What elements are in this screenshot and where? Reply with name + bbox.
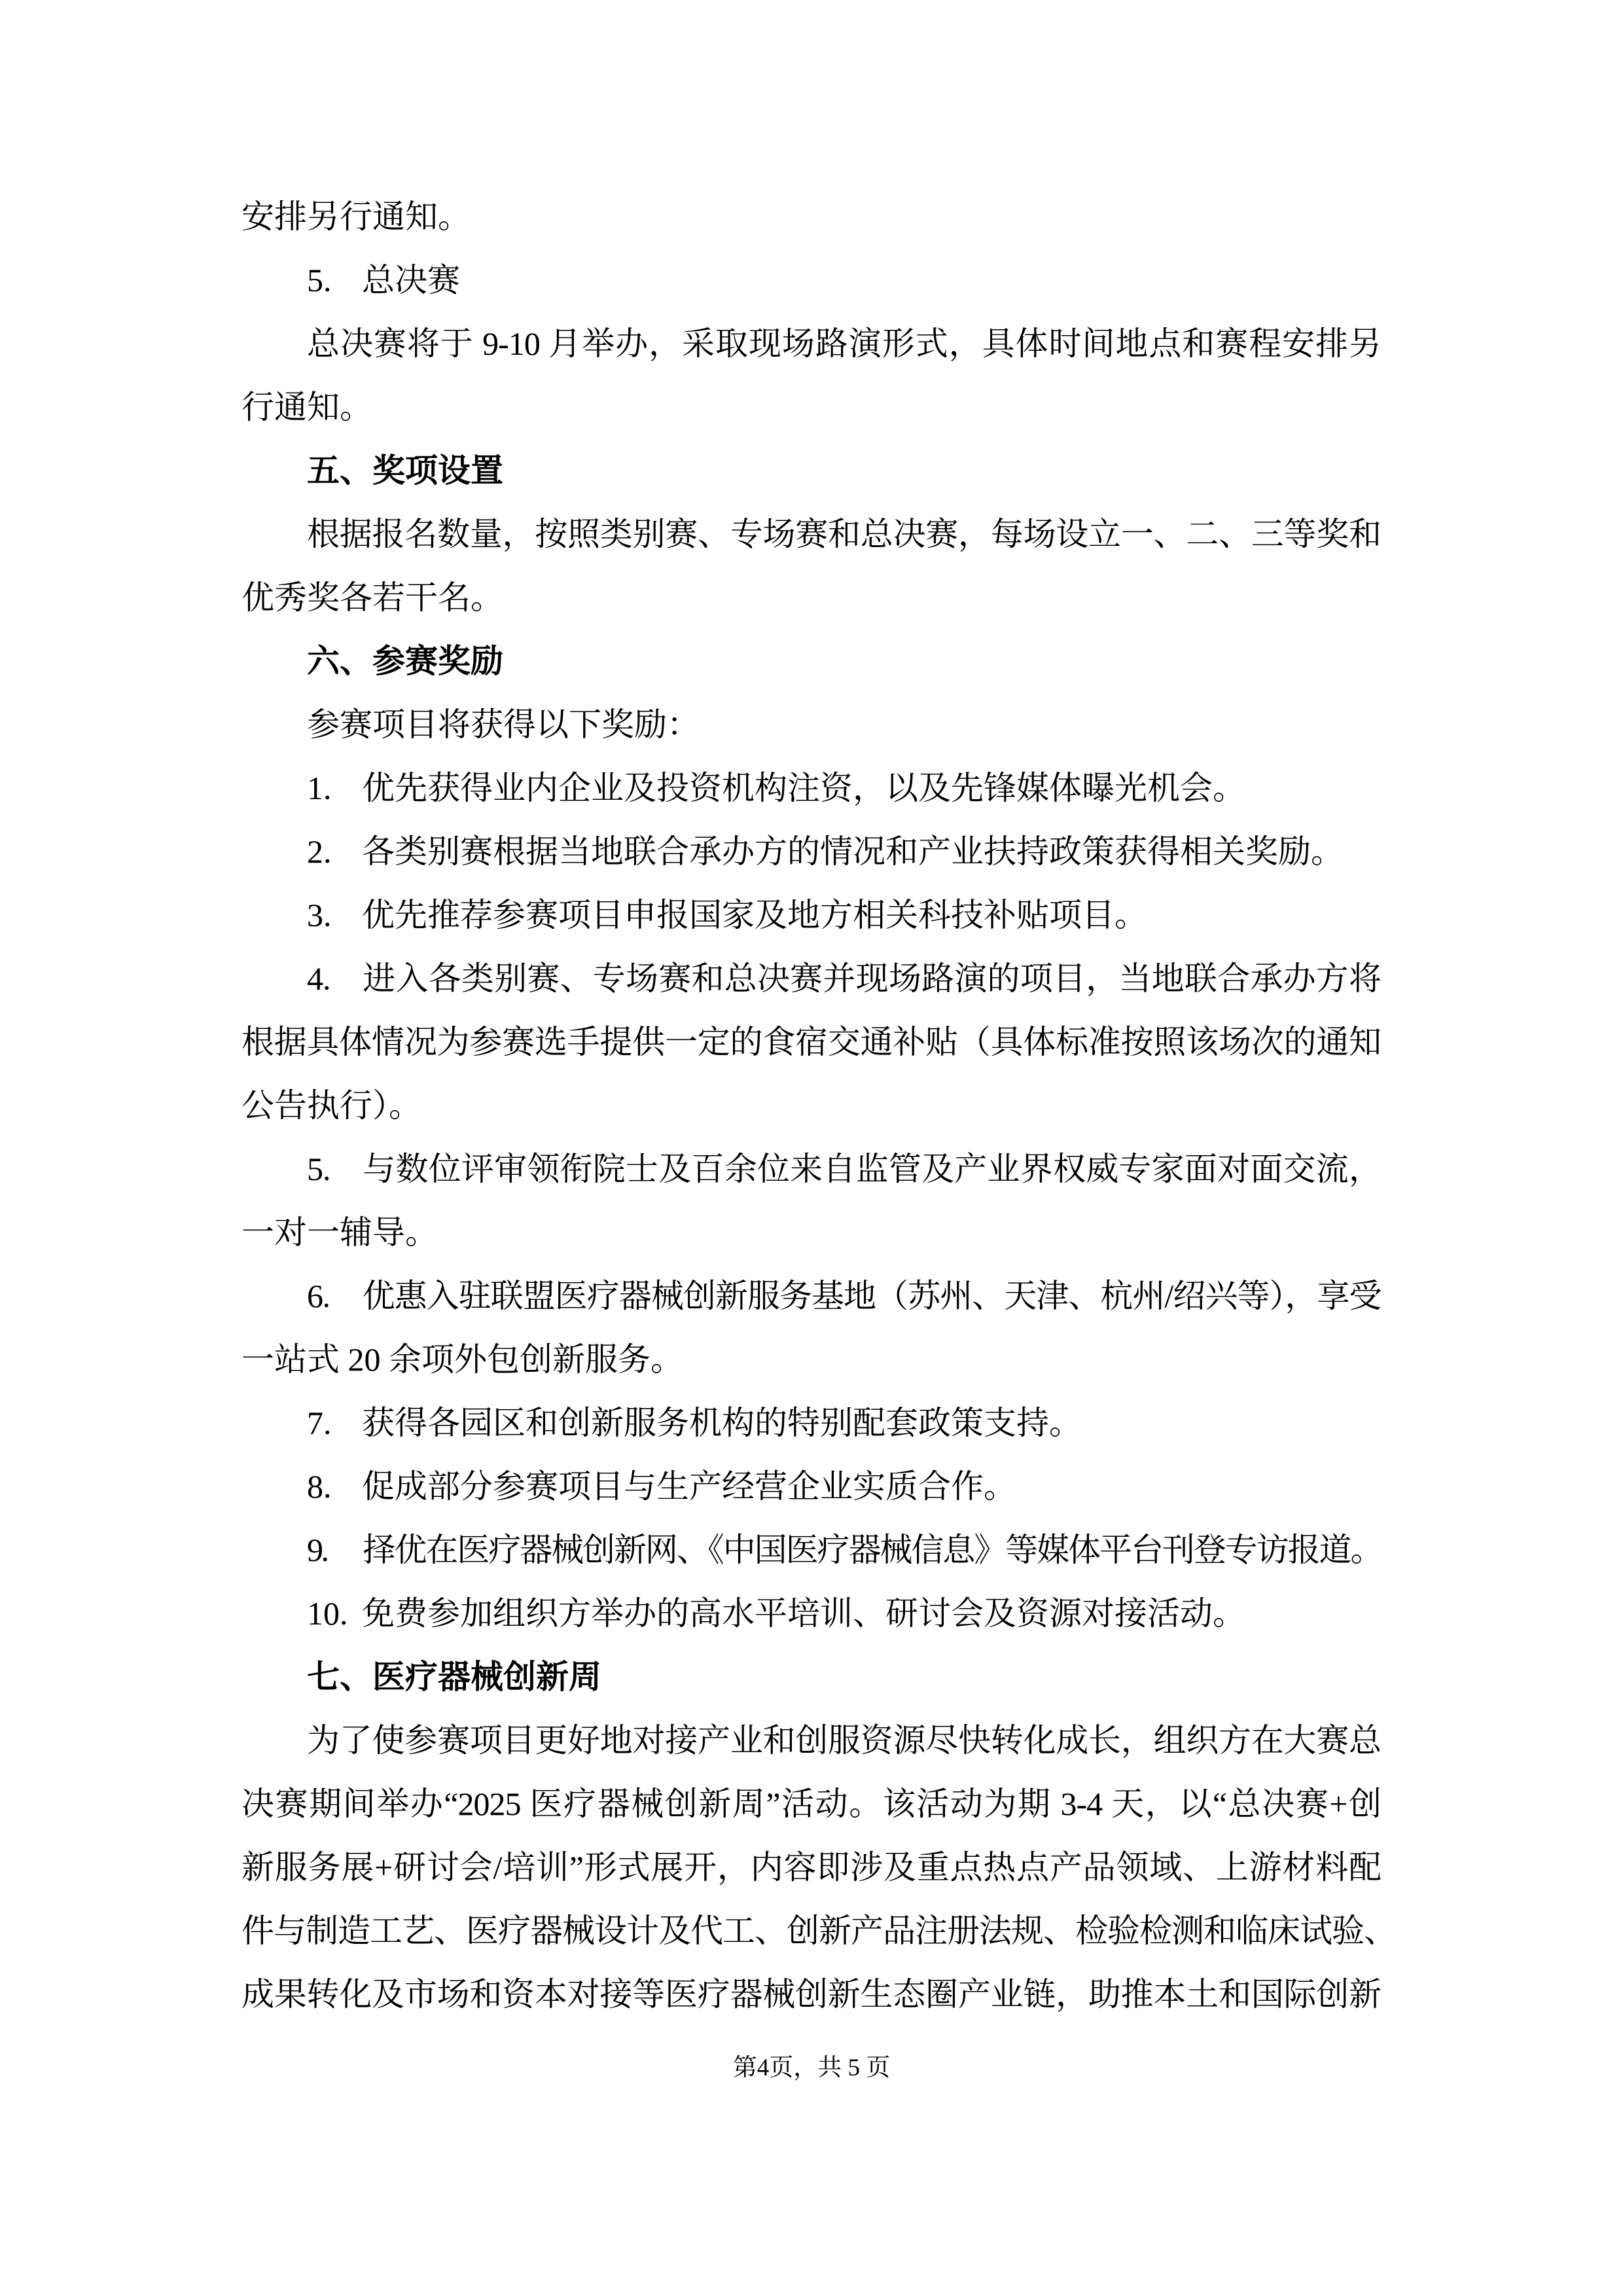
- list-item: [241, 1582, 1381, 1645]
- line-text: 决赛期间举办“2025 医疗器械创新周”活动。该活动为期 3-4 天，以“总决赛+创: [241, 1785, 1381, 1822]
- text-line: [241, 503, 1381, 566]
- line-text: 件与制造工艺、医疗器械设计及代工、创新产品注册法规、检验检测和临床试验、: [241, 1912, 1396, 1949]
- list-item: [241, 1138, 1381, 1201]
- list-item: [241, 1518, 1381, 1582]
- list-item: [241, 820, 1381, 884]
- line-text: 成果转化及市场和资本对接等医疗器械创新生态圈产业链，助推本土和国际创新: [241, 1976, 1381, 2013]
- section-heading: [241, 439, 1381, 503]
- text-line: [241, 1074, 1381, 1138]
- line-text: 总决赛将于 9-10 月举办，采取现场路演形式，具体时间地点和赛程安排另: [307, 325, 1381, 362]
- item-number: 10.: [307, 1595, 348, 1632]
- item-number: 8.: [307, 1468, 332, 1505]
- item-number: 4.: [307, 960, 330, 997]
- line-text: 免费参加组织方举办的高水平培训、研讨会及资源对接活动。: [362, 1595, 1245, 1632]
- line-text: 公告执行）。: [241, 1087, 421, 1124]
- line-text: 进入各类别赛、专场赛和总决赛并现场路演的项目，当地联合承办方将: [362, 960, 1381, 997]
- list-item: [241, 757, 1381, 820]
- line-text: 安排另行通知。: [241, 198, 471, 235]
- text-line: [241, 1836, 1381, 1899]
- document-content: [241, 185, 1396, 2026]
- text-line: [241, 1011, 1381, 1074]
- text-line: [241, 1899, 1396, 1963]
- text-line: [241, 376, 1381, 439]
- line-text: 一对一辅导。: [241, 1214, 438, 1251]
- list-item: [241, 1391, 1381, 1455]
- text-line: [241, 1328, 1381, 1391]
- text-line: [241, 1201, 1381, 1265]
- line-text: 五、奖项设置: [307, 452, 503, 489]
- list-item: [241, 1455, 1381, 1518]
- line-text: 为了使参赛项目更好地对接产业和创服资源尽快转化成长，组织方在大赛总: [307, 1722, 1381, 1759]
- item-number: 5.: [307, 262, 332, 298]
- list-item: [241, 884, 1381, 947]
- line-text: 七、医疗器械创新周: [307, 1659, 601, 1695]
- line-text: 根据报名数量，按照类别赛、专场赛和总决赛，每场设立一、二、三等奖和: [307, 516, 1381, 552]
- text-line: [241, 185, 1381, 249]
- text-line: [241, 1963, 1381, 2026]
- line-text: 六、参赛奖励: [307, 643, 503, 679]
- text-line: [241, 312, 1381, 376]
- item-number: 1.: [307, 770, 332, 806]
- item-number: 3.: [307, 897, 332, 933]
- list-item: [241, 1265, 1381, 1328]
- text-line: [241, 1709, 1381, 1772]
- list-item: [241, 947, 1381, 1011]
- section-heading: [241, 1645, 1381, 1709]
- text-line: [241, 693, 1381, 757]
- line-text: 总决赛: [362, 262, 460, 298]
- line-text: 促成部分参赛项目与生产经营企业实质合作。: [362, 1468, 1016, 1505]
- line-text: 优先推荐参赛项目申报国家及地方相关科技补贴项目。: [362, 897, 1147, 933]
- line-text: 根据具体情况为参赛选手提供一定的食宿交通补贴（具体标准按照该场次的通知: [241, 1024, 1381, 1060]
- line-text: 优惠入驻联盟医疗器械创新服务基地（苏州、天津、杭州/绍兴等），享受: [362, 1278, 1381, 1314]
- line-text: 与数位评审领衔院士及百余位来自监管及产业界权威专家面对面交流，: [362, 1151, 1381, 1187]
- item-number: 5.: [307, 1151, 330, 1187]
- item-number: 7.: [307, 1405, 332, 1441]
- text-line: [241, 1772, 1381, 1836]
- page-footer: 第4页，共 5 页: [732, 2054, 891, 2081]
- item-number: 2.: [307, 833, 332, 870]
- line-text: 优秀奖各若干名。: [241, 579, 503, 616]
- item-number: 6.: [307, 1278, 330, 1314]
- line-text: 各类别赛根据当地联合承办方的情况和产业扶持政策获得相关奖励。: [362, 833, 1344, 870]
- line-text: 一站式 20 余项外包创新服务。: [241, 1341, 683, 1378]
- line-text: 参赛项目将获得以下奖励：: [307, 706, 700, 743]
- line-text: 择优在医疗器械创新网、《中国医疗器械信息》等媒体平台刊登专访报道。: [362, 1532, 1381, 1568]
- line-text: 新服务展+研讨会/培训”形式展开，内容即涉及重点热点产品领域、上游材料配: [241, 1849, 1381, 1886]
- line-text: 获得各园区和创新服务机构的特别配套政策支持。: [362, 1405, 1082, 1441]
- line-text: 优先获得业内企业及投资机构注资，以及先锋媒体曝光机会。: [362, 770, 1245, 806]
- item-number: 9.: [307, 1532, 327, 1568]
- line-text: 行通知。: [241, 389, 372, 425]
- section-heading: [241, 630, 1381, 693]
- text-line: [241, 566, 1381, 630]
- list-item: [241, 249, 1381, 312]
